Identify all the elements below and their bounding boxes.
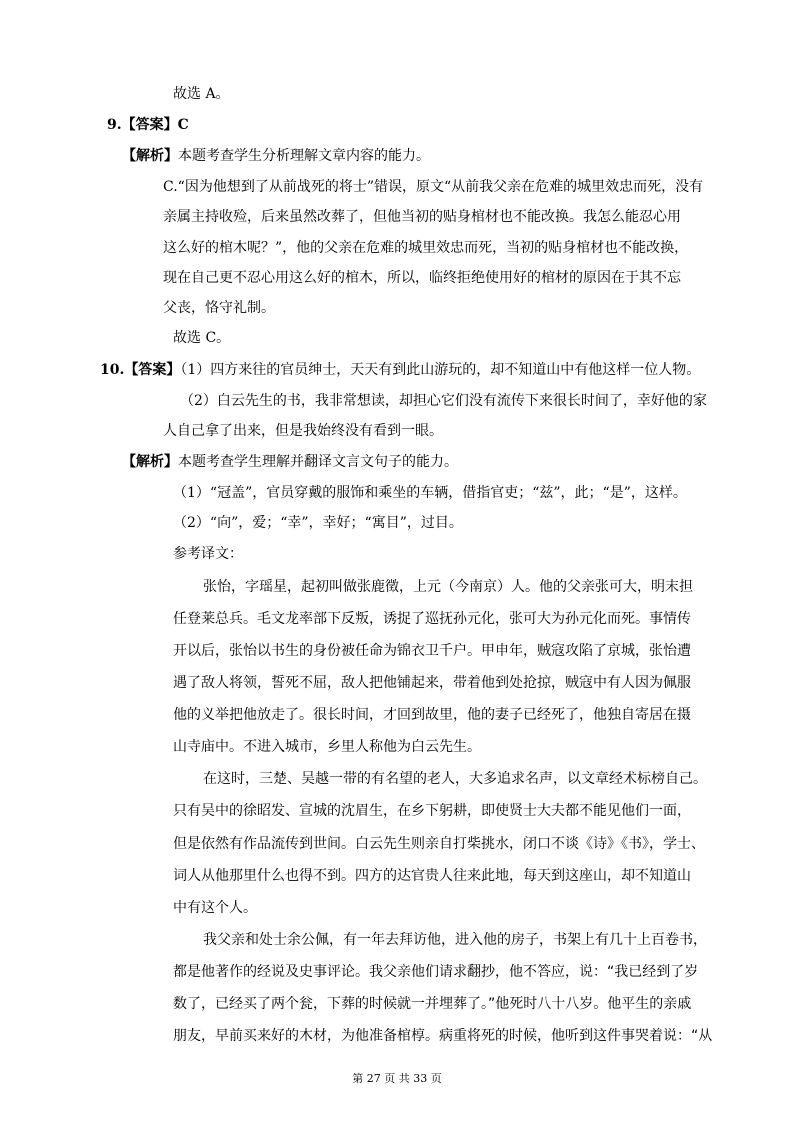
para-text: 现在自己更不忍心用这么好的棺木，所以，临终拒绝使用好的棺材的原因在于其不忘 [163, 270, 681, 286]
q9-para-line [163, 238, 688, 258]
translation-line [173, 609, 691, 629]
note-text: （2）“向”，爱；“幸”，幸好；“寓目”，过目。 [173, 515, 463, 531]
q10-analysis-line [122, 452, 458, 472]
translation-line [173, 898, 257, 918]
translation-line [203, 769, 707, 789]
q9-para-line [163, 207, 681, 227]
q10-answer-line [100, 360, 700, 380]
translation-text: 他的义举把他放走了。很长时间，才回到故里，他的妻子已经死了，他独自寄居在摄 [173, 707, 691, 723]
answer-text: 人自己拿了出来，但是我始终没有看到一眼。 [163, 423, 443, 439]
translation-text: 在这时，三楚、吴越一带的有名望的老人，大多追求名声，以文章经术标榜自己。 [203, 771, 707, 787]
translation-text: 但是依然有作品流传到世间。白云先生则亲自打柴挑水，闭口不谈《诗》《书》，学士、 [173, 836, 705, 852]
q10-answer-line [180, 391, 707, 411]
translation-text: 词人从他那里什么也得不到。四方的达官贵人往来此地，每天到这座山，却不知道山 [173, 868, 691, 884]
translation-text: 任登莱总兵。毛文龙率部下反叛，诱捉了巡抚孙元化，张可大为孙元化而死。事情传 [173, 611, 691, 627]
translation-line [203, 930, 707, 950]
q10-note-line [173, 513, 463, 533]
para-text: 亲属主持收殓，后来虽然改葬了，但他当初的贴身棺材也不能改换。我怎么能忍心用 [163, 209, 681, 225]
translation-text: 我父亲和处士余公佩，有一年去拜访他，进入他的房子，书架上有几十上百卷书， [203, 932, 707, 948]
translation-text: 数了，已经买了两个瓮，下葬的时候就一并埋葬了。”他死时八十八岁。他平生的亲戚 [173, 996, 692, 1012]
translation-text: 朋友，早前买来好的木材，为他准备棺椁。病重将死的时候，他听到这件事哭着说：“从 [173, 1028, 713, 1044]
q9-analysis-line [122, 146, 430, 166]
translation-line [173, 737, 481, 757]
q9-para-line [163, 268, 681, 288]
q10-note-line [173, 483, 687, 503]
answer-value: C [177, 117, 189, 133]
analysis-text: 本题考查学生理解并翻译文言文句子的能力。 [178, 454, 458, 470]
analysis-label: 【解析】 [122, 148, 178, 164]
closing-line-q8 [173, 84, 230, 104]
reference-label: 参考译文： [173, 546, 243, 562]
translation-line [173, 673, 691, 693]
translation-line [173, 962, 698, 982]
translation-text: 遇了敌人将领，誓死不屈，敌人把他铺起来，带着他到处抢掠，贼寇中有人因为佩服 [173, 675, 691, 691]
q9-para-line [163, 177, 703, 197]
translation-text: 中有这个人。 [173, 900, 257, 916]
translation-line [173, 1026, 712, 1046]
para-text: 父丧，恪守礼制。 [163, 300, 275, 316]
translation-text: 只有吴中的徐昭发、宣城的沈眉生，在乡下躬耕，即使贤士大夫都不能见他们一面， [173, 803, 691, 819]
question-number: 10. [100, 362, 125, 378]
q9-closing-line [173, 328, 230, 348]
translation-line [173, 801, 691, 821]
translation-line [203, 577, 693, 597]
q10-note-line [173, 544, 243, 564]
translation-line [173, 866, 691, 886]
q9-para-line [163, 298, 275, 318]
note-text: （1）“冠盖”，官员穿戴的服饰和乘坐的车辆，借指官吏；“兹”，此；“是”，这样。 [173, 485, 687, 501]
para-text: 这么好的棺木呢？”，他的父亲在危难的城里效忠而死，当初的贴身棺材也不能改换， [163, 240, 689, 256]
answer-label: 【答案】 [124, 362, 181, 378]
question-number: 9. [107, 117, 122, 133]
analysis-label: 【解析】 [122, 454, 178, 470]
translation-line [173, 641, 691, 661]
closing-text: 故选 A。 [173, 86, 230, 102]
translation-text: 开以后，张怡以书生的身份被任命为锦衣卫千户。甲申年，贼寇攻陷了京城，张怡遭 [173, 643, 691, 659]
translation-line [173, 705, 691, 725]
answer-text: （1）四方来往的官员绅士，天天有到此山游玩的，却不知道山中有他这样一位人物。 [180, 362, 701, 378]
translation-line [173, 834, 705, 854]
page-number: 第 27 页 共 33 页 [352, 1072, 442, 1085]
translation-line [173, 994, 691, 1014]
translation-text: 张怡，字瑶星，起初叫做张鹿徵，上元（今南京）人。他的父亲张可大，明末担 [203, 579, 693, 595]
answer-label: 【答案】 [121, 117, 178, 133]
q10-answer-line [163, 421, 443, 441]
translation-text: 都是他著作的经说及史事评论。我父亲他们请求翻抄，他不答应，说：“我已经到了岁 [173, 964, 699, 980]
closing-text: 故选 C。 [173, 330, 231, 346]
translation-text: 山寺庙中。不进入城市，乡里人称他为白云先生。 [173, 739, 481, 755]
para-text: C.“因为他想到了从前战死的将士”错误，原文“从前我父亲在危难的城里效忠而死，没有 [163, 179, 704, 195]
q9-answer-line [107, 115, 189, 135]
page-footer [0, 1070, 794, 1086]
answer-text: （2）白云先生的书，我非常想读，却担心它们没有流传下来很长时间了，幸好他的家 [180, 393, 707, 409]
analysis-text: 本题考查学生分析理解文章内容的能力。 [178, 148, 430, 164]
